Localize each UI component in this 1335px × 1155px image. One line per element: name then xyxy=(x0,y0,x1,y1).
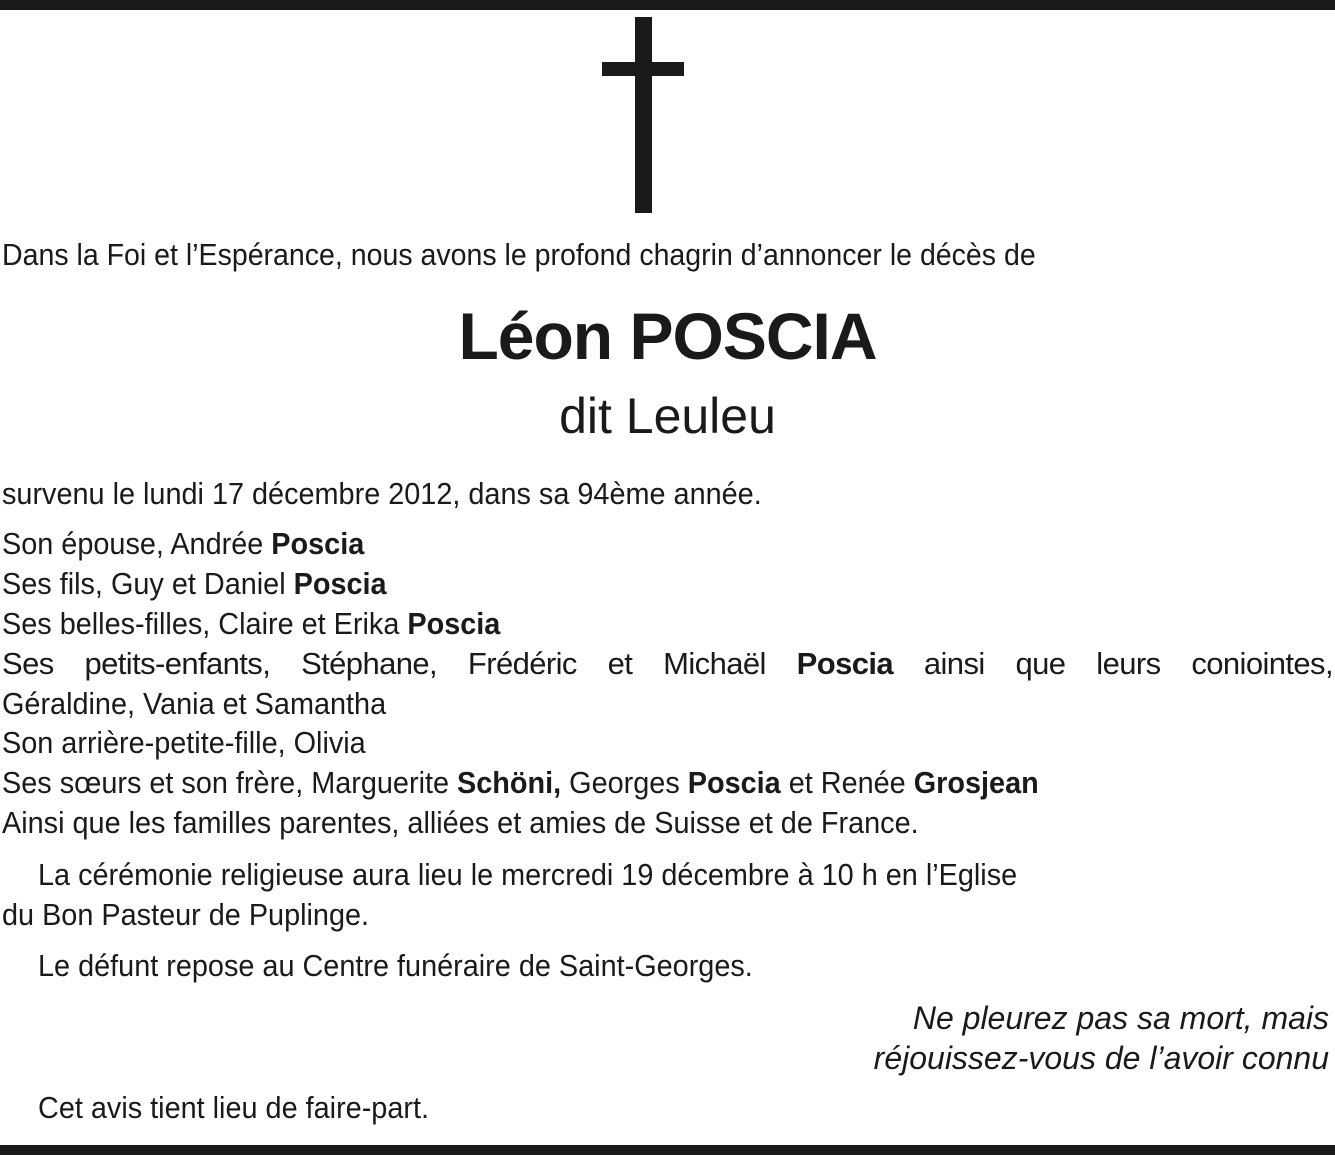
ceremony-line-1: La cérémonie religieuse aura lieu le mercredi 19 décembre à 10 h en l’Eglise xyxy=(38,857,1018,892)
family-grandchildren-spouses: Géraldine, Vania et Samantha xyxy=(2,686,387,721)
family-sons: Ses fils, Guy et Daniel Poscia xyxy=(2,566,387,601)
family-spouse: Son épouse, Andrée Poscia xyxy=(2,526,365,561)
family-siblings: Ses sœurs et son frère, Marguerite Schöni, Georges Poscia et Renée Grosjean xyxy=(2,765,1039,800)
family-daughters-in-law: Ses belles-filles, Claire et Erika Poscia xyxy=(2,606,501,641)
family-grandchildren: Ses petits-enfants, Stéphane, Frédéric et Michaël Poscia ainsi que leurs coniointes, xyxy=(2,646,1333,681)
family-great-granddaughter: Son arrière-petite-fille, Olivia xyxy=(2,725,366,760)
family-extended: Ainsi que les familles parentes, alliées et amies de Suisse et de France. xyxy=(2,805,919,840)
bottom-border-rule xyxy=(0,1145,1335,1155)
intro-text: Dans la Foi et l’Espérance, nous avons le profond chagrin d’annoncer le décès de xyxy=(2,237,1036,272)
quote-line-2: réjouissez-vous de l’avoir connu xyxy=(873,1040,1329,1076)
deceased-alias: dit Leuleu xyxy=(559,388,776,444)
top-border-rule xyxy=(0,0,1335,10)
repose-text: Le défunt repose au Centre funéraire de Saint-Georges. xyxy=(38,948,753,983)
closing-text: Cet avis tient lieu de faire-part. xyxy=(38,1090,430,1125)
cross-icon xyxy=(602,17,684,213)
deceased-name: Léon POSCIA xyxy=(458,299,877,373)
quote-line-1: Ne pleurez pas sa mort, mais xyxy=(912,1000,1329,1036)
ceremony-line-2: du Bon Pasteur de Puplinge. xyxy=(2,897,370,932)
death-line: survenu le lundi 17 décembre 2012, dans sa 94ème année. xyxy=(2,476,762,511)
